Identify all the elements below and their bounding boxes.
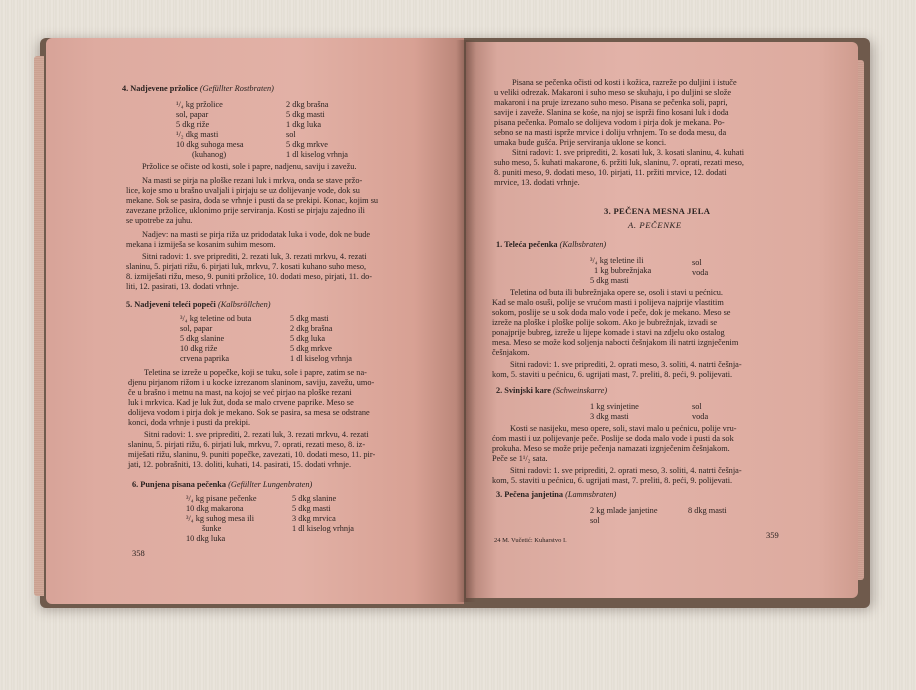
work-steps: Sitni radovi: 1. sve priprediti, 2. oprati meso, 3. soliti, 4. natrti češnja- kom, 5. staviti u pećnicu, 6. ugrijati mast, 7. preliti, 8. peći, 9. polijevati. — [492, 360, 742, 379]
left-page — [46, 38, 464, 604]
section-heading: 6. Punjena pisana pečenka (Gefüllter Lungenbraten) — [132, 480, 313, 489]
section-heading: 1. Teleća pečenka (Kalbsbraten) — [496, 240, 607, 249]
paragraph: Pržolice se očiste od kosti, sole i papre, nadjenu, saviju i zavežu. — [142, 162, 357, 171]
paragraph: Nadjev: na masti se pirja riža uz pridodatak luka i vode, dok ne bude mekana i izmiješa se kosanim suhim mesom. — [126, 230, 371, 249]
page-number: 358 — [132, 548, 145, 558]
section-heading: 2. Svinjski kare (Schweinskarre) — [496, 386, 608, 395]
paragraph: Kosti se nasijeku, meso opere, soli, stavi malo u pećnicu, polije vru- ćom masti i uz polijevanje peče. Poslije se doda malo vode i pusti da sok prokuha. Meso se može prije pečenja namazati izgnječenim češnjakom. Peče se 1¹/₂ sata. — [492, 424, 737, 463]
footer-signature: 24 M. Vučetić: Kuharstvo I. — [494, 537, 567, 544]
work-steps: Sitni radovi: 1. sve priprediti, 2. oprati meso, 3. soliti, 4. natrti češnja- kom, 5. staviti u pećnicu, 6. ugrijati mast, 7. preliti, 8. peći, 9. polijevati. — [492, 466, 742, 485]
right-page — [466, 42, 858, 598]
ingredient-list-right: 2 dkg brašna 5 dkg masti 1 dkg luka sol 5 dkg mrkve 1 dl kiselog vrhnja — [286, 100, 348, 159]
ingredient-list-left: ³/₄ kg pisane pečenke 10 dkg makarona ³/₄ kg suhog mesa ili šunke 10 dkg luka — [186, 494, 257, 543]
ingredient-list-right: 5 dkg slanine 5 dkg masti 3 dkg mrvica 1 dl kiselog vrhnja — [292, 494, 354, 533]
paragraph: Teletina od buta ili bubrežnjaka opere se, osoli i stavi u pećnicu. Kad se malo osuši, polije se vrućom masti i polijeva najprije vlastitim sokom, poslije se u sok doda malo vode i peče, dok je mekano. Meso se izreže na ploške i ploške polije sokom. Ako je bubrežnjak, izvadi se ponajprije bubreg, izreže u lijepe komade i stavi na zdjelu oko ostalog mesa. Meso se može kod soljenja naboсti češnjakom ili natrti izgnječenim češnjakom. — [492, 288, 739, 357]
paragraph: Teletina se izreže u popečke, koji se tuku, sole i papre, zatim se na- djenu pirjanom rižom i u kocke izrezanom slaninom, saviju, zavežu, umo- če u brašno i metnu na mast, na kojoj se već pirjao na ploške rezani luk i mrkvica. Kad je luk žut, doda se malo crvene paprike. Meso se dolijeva vodom i pirja dok je mekano. Sok se pasira, sa mesa se odstrane konci, doda vrhnje i pusti da prekipi. — [128, 368, 375, 427]
left-page-edges — [34, 56, 44, 596]
page-number: 359 — [766, 530, 779, 540]
paragraph: Na masti se pirja na ploške rezani luk i mrkva, onda se stave pržo- lice, koje smo u brašno uvaljali i pirjaju se uz dolijevanje vode, dok su mekane. Sok se pasira, doda se vrhnje i pusti da se prekipi. Konac, kojim su zavezane pržolice, uklonimo prije serviranja. Kosti se pirjaju zajedno ili se upotrebe za juhu. — [126, 176, 379, 225]
ingredient-list-left: ³/₄ kg teletine ili 1 kg bubrežnjaka 5 dkg masti — [590, 256, 652, 285]
work-steps: Sitni radovi: 1. sve priprediti, 2. rezati luk, 3. rezati mrkvu, 4. rezati slaninu, 5. pirjati rižu, 6. pirjati luk, mrkvu, 7. oprati, rezati meso, 8. iz- miješati rižu, slaninu, 9. puniti popečke, zavezati, 10. dodati meso, 11. pir- jati, 12. pobrašniti, 13. doliti, kuhati, 14. pasirati, 15. dodati vrhnje. — [128, 430, 376, 469]
paragraph: Pisana se pečenka očisti od kosti i kožica, razreže po duljini i istuče u veliki odrezak. Makaroni i suho meso se skuhaju, i po duljini se slože makaroni i na pruje izrezano suho meso. Pisana se pečenka soli, papri, savije i zaveže. Slanina se kośe, na njoj se isprži fino kosani luk i doda pisana pečenka. Pomalo se dolijeva vodom i pirja dok je mekana. Po- sebno se na masti isprže mrvice i doliju vrhnjem. To se doda mesu, da umaka bude gušća. Prije serviranja uklone se konci. — [494, 78, 737, 147]
work-steps: Sitni radovi: 1. sve priprediti, 2. kosati luk, 3. kosati slaninu, 4. kuhati suho meso, 5. kuhati makarone, 6. pržiti luk, slaninu, 7. oprati, rezati meso, 8. puniti meso, 9. dodati meso, 10. pirjati, 11. pržiti mrvice, 12. dodati mrvice, 13. dodati vrhnje. — [494, 148, 745, 187]
work-steps: Sitni radovi: 1. sve priprediti, 2. rezati luk, 3. rezati mrkvu, 4. rezati slaninu, 5. pirjati rižu, 6. pirjati luk, mrkvu, 7. kosati kuhano suho meso, 8. izmiješati rižu, meso, 9. puniti pržolice, 10. dodati meso, pirjati, 11. do- liti, 12. pasirati, 13. dodati vrhnje. — [126, 252, 373, 291]
ingredient-list-left: 2 kg mlade janjetine sol — [590, 506, 658, 525]
section-heading: 3. Pečena janjetina (Lammsbraten) — [496, 490, 617, 499]
chapter-subtitle: A. PEČENKE — [628, 220, 682, 230]
ingredient-list-right: 5 dkg masti 2 dkg brašna 5 dkg luka 5 dkg mrkve 1 dl kiselog vrhnja — [290, 314, 352, 363]
book-gutter — [456, 40, 476, 602]
ingredient-list-left: 1 kg svinjetine 3 dkg masti — [590, 402, 639, 421]
chapter-title: 3. PEČENA MESNA JELA — [604, 206, 711, 216]
ingredient-list-right: 8 dkg masti — [688, 506, 727, 515]
ingredient-list-left: ³/₄ kg teletine od buta sol, papar 5 dkg slanine 10 dkg riže crvena paprika — [180, 314, 252, 363]
ingredient-list-right: sol voda — [692, 258, 709, 277]
section-heading: 5. Nadjeveni teleći popeči (Kalbsröllchen) — [126, 300, 271, 309]
ingredient-list-right: sol voda — [692, 402, 709, 421]
section-heading: 4. Nadjevene pržolice (Gefüllter Rostbraten) — [122, 84, 274, 93]
ingredient-list-left: ¹/₄ kg pržolice sol, papar 5 dkg riže ¹/₂ dkg masti 10 dkg suhoga mesa (kuhanog) — [176, 100, 244, 159]
